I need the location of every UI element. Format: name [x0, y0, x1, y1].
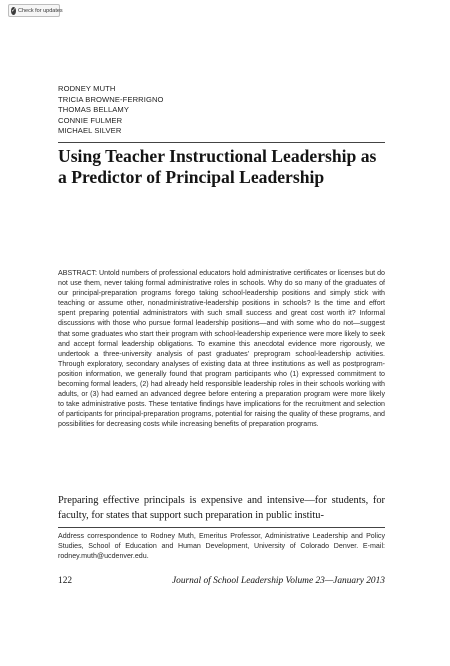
check-for-updates-label: Check for updates — [18, 7, 63, 14]
journal-footer: Journal of School Leadership Volume 23—January 2013 — [171, 576, 385, 586]
author-name: TRICIA BROWNE-FERRIGNO — [58, 94, 164, 104]
author-name: RODNEY MUTH — [58, 84, 116, 93]
author-list — [58, 84, 164, 137]
author-name: MICHAEL SILVER — [58, 126, 122, 136]
page-number: 122 — [58, 576, 73, 586]
author-name: CONNIE FULMER — [58, 115, 123, 125]
footnote-divider — [58, 527, 385, 528]
check-for-updates-badge[interactable] — [8, 4, 63, 17]
body-paragraph: Preparing effective principals is expensive and intensive—for students, for faculty, for states that support such preparation in public institu- — [58, 495, 385, 521]
abstract — [58, 268, 385, 430]
abstract-text: Untold numbers of professional educators hold administrative certificates or licenses but do not use them, never taking formal administrative roles in schools. Why do so many of the graduates of our principal-preparation programs forego taking school-leadership positions and simply stick with teaching or assume other, nonadministrative-leadership positions in schools? Is the time and effort spent preparing potential administrators with such small success and great cost worth it? Informal discussions with those who pursue formal leadership positions—and with some who do not—suggest that some graduates who start their program with school-leadership experience were more likely to seek and accept formal leadership obligations. To examine this anecdotal evidence more rigorously, we undertook a three-university analysis of past graduates' preprogram school-leadership activities. Through exploratory, secondary analyses of existing data at three institutions as well as postprogram-position information, we generally found that program participants who (1) expressed commitment to becoming formal leaders, (2) had already held responsible leadership roles in their schools working with adults, or (3) had earned an advanced degree before entering a preparation program were more likely to take administrative posts. These tentative findings have implications for the recruitment and selection of participants for principal-preparation programs, potential for raising the quality of these programs, and possibilities for decreasing costs while increasing benefits of preparation programs. — [58, 269, 385, 429]
abstract-label: ABSTRACT: — [58, 269, 98, 277]
article-title: Using Teacher Instructional Leadership as a Predictor of Principal Leadership — [58, 146, 377, 187]
author-name: THOMAS BELLAMY — [58, 105, 130, 115]
check-circle-icon: ✓ — [11, 6, 17, 14]
title-divider — [58, 142, 385, 143]
correspondence-footnote: Address correspondence to Rodney Muth, Emeritus Professor, Administrative Leadership and Policy Studies, School of Education and Human Development, University of Colorado Denver. E-mail: rodney.muth@ucdenver.edu. — [58, 532, 385, 560]
